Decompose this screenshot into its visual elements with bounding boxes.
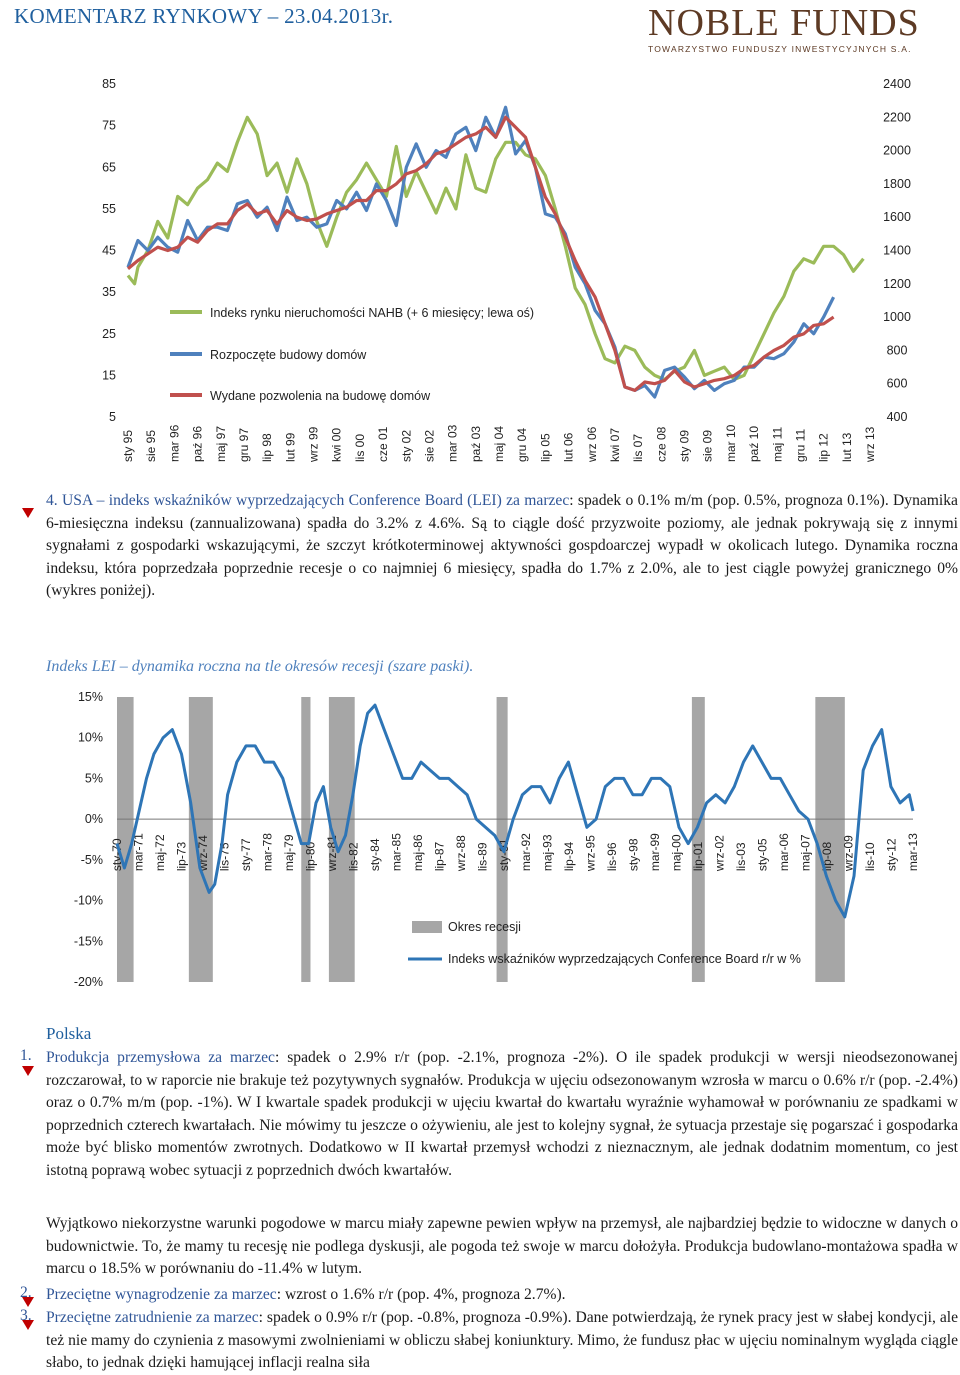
x-tick-label: maj 11 [770,426,785,462]
item-lead: : spadek o 0.9% r/r (pop. -0.8%, prognoza -0.9%). [258,1309,576,1326]
polska-item-1-cont: Wyjątkowo niekorzystne warunki pogodowe w marcu miały zapewne pewien wpływ na przemysł, ale najbardziej będzie to widoczne w danych o budownictwie. To, że mamy tu recesję nie podlega dyskusji, ale pogoda też swoje w marcu dołożyła. Produkcja budowlano-montażowa spadła w marcu o 18.5% w porównaniu do -11.4% w lutym. [46,1215,958,1278]
y-tick-label: -5% [80,852,103,867]
logo-tagline: TOWARZYSTWO FUNDUSZY INWESTYCYJNYCH S.A. [648,44,912,54]
lei-heading: USA – indeks wskaźników wyprzedzających Conference Board (LEI) za marzec [62,492,570,509]
x-tick-label: paź 10 [747,425,762,462]
lei-number: 4. [46,492,58,509]
x-tick-label: gru 11 [793,428,808,462]
x-tick-label: mar-99 [647,833,662,872]
y-tick-label: -20% [73,975,103,989]
y-right-tick-label: 2200 [883,110,911,125]
item-lead: : wzrost o 1.6% r/r (pop. 4%, prognoza 2.7%). [276,1286,566,1303]
item-number: 2. [20,1284,32,1301]
y-left-tick-label: 65 [102,160,116,175]
x-tick-label: mar-85 [389,833,404,872]
document-title: KOMENTARZ RYNKOWY – 23.04.2013r. [14,4,394,28]
x-tick-label: mar-92 [518,833,533,872]
x-tick-label: cze 01 [376,426,391,462]
y-right-tick-label: 400 [886,410,908,424]
x-tick-label: maj-00 [669,834,684,872]
x-tick-label: mar-71 [131,833,146,872]
y-left-tick-label: 45 [102,243,116,258]
x-tick-label: lip-01 [690,841,705,872]
y-left-tick-label: 5 [109,410,116,424]
x-tick-label: lis-10 [862,842,877,872]
x-tick-label: lip-87 [432,841,447,872]
y-left-tick-label: 85 [102,77,116,91]
lei-series-line [117,705,913,917]
x-tick-label: lip 98 [260,433,275,462]
x-tick-label: maj-07 [798,834,813,872]
x-tick-label: maj-72 [153,834,168,872]
legend-label-permits: Wydane pozwolenia na budowę domów [210,389,431,403]
x-tick-label: maj 04 [492,425,506,462]
x-tick-label: wrz-81 [325,835,340,872]
x-tick-label: mar 10 [723,424,738,462]
x-tick-label: mar 03 [445,424,460,462]
down-arrow-icon [22,1066,34,1076]
y-left-tick-label: 35 [102,285,116,300]
y-left-tick-label: 15 [102,368,116,383]
y-left-tick-label: 75 [102,118,116,133]
legend-swatch-recession [412,921,442,933]
x-tick-label: wrz-95 [583,835,598,872]
x-tick-label: wrz-88 [454,835,469,872]
x-tick-label: wrz 13 [863,426,877,462]
x-tick-label: sty 02 [399,429,414,462]
x-tick-label: wrz-02 [712,835,727,872]
lei-chart [0,685,960,1015]
x-tick-label: cze 08 [654,426,669,462]
series-line-0 [128,117,863,379]
y-tick-label: -10% [73,893,103,908]
y-left-tick-label: 55 [102,201,116,216]
x-tick-label: mar-78 [260,833,275,872]
x-tick-label: sty 95 [121,429,135,462]
x-tick-label: paź 96 [190,425,205,462]
x-tick-label: lip 12 [816,433,831,462]
x-tick-label: maj-93 [540,834,555,872]
x-tick-label: sie 09 [700,429,715,462]
x-tick-label: lis-89 [475,842,490,872]
x-tick-label: mar 96 [167,424,182,462]
y-right-tick-label: 1000 [883,310,911,325]
x-tick-label: paź 03 [468,425,483,462]
x-tick-label: lis 00 [352,433,367,462]
x-tick-label: gru 97 [236,427,251,462]
x-tick-label: wrz-74 [196,835,211,872]
x-tick-label: kwi 07 [607,427,622,462]
down-arrow-icon [22,508,34,518]
x-tick-label: lip 05 [538,433,553,462]
y-right-tick-label: 800 [886,343,908,358]
x-tick-label: mar-13 [906,833,920,872]
item-text: O ile spadek produkcji w wersji nieodsezonowanej rozczarował, to w raporcie nie brakuje też pozytywnych sygnałów. Produkcja w ujęciu odsezonowanym wzrosła w marcu o 0.6% r/r (pop. -2.4%) oraz o 0.7% m/m (pop. -1%). W I kwartale spadek produkcji w ujęciu kwartał do kwartału wyraźnie wyhamował w porównaniu ze spadkami w poprzednich czterech kwartałach. Nie mówimy tu jeszcze o ożywieniu, ale jest to kolejny sygnał, że sytuacja przestaje się pogarszać i gospodarka może być blisko momentów zwrotnych. Dodatkowo w II kwartał przemysł wchodzi z nieznacznym, ale jednak dodatnim momentum, co jest istotną poprawą wobec sytuacji z poprzednich dwóch kwartałów. [46,1049,958,1179]
x-tick-label: maj-86 [411,834,426,872]
legend-label-nahb: Indeks rynku nieruchomości NAHB (+ 6 miesięcy; lewa oś) [210,306,535,320]
legend-label-recession: Okres recesji [448,920,521,934]
x-tick-label: lip-80 [303,841,318,872]
x-tick-label: sie 95 [144,429,159,462]
item-text: Dane potwierdzają, że rynek pracy jest w słabej kondycji, ale też nie mamy do czynienia z masowymi zwolnieniami w obliczu słabej koniunktury. Mimo, że fundusz płac w ujęciu nominalnym wygląda ciągle słabo, to jednak dzięki hamującej inflacji realna siła [46,1309,958,1372]
item-number: 3. [20,1307,32,1324]
y-right-tick-label: 1600 [883,210,911,225]
x-tick-label: sty-98 [626,838,641,872]
lei-chart-title: Indeks LEI – dynamika roczna na tle okresów recesji (szare paski). [46,658,474,675]
legend-label-starts: Rozpoczęte budowy domów [210,348,367,362]
x-tick-label: wrz-09 [841,835,856,872]
x-tick-label: lut 13 [839,432,854,462]
y-left-tick-label: 25 [102,326,116,341]
item-lead: : spadek o 2.9% r/r (pop. -2.1%, prognoza -2%). [274,1049,617,1066]
x-tick-label: lis-03 [733,842,748,872]
recession-band [815,697,844,982]
item-heading: Przeciętne wynagrodzenie za marzec [46,1286,277,1303]
x-tick-label: sty 09 [677,429,692,462]
y-tick-label: 10% [77,730,103,745]
x-tick-label: kwi 00 [329,427,344,462]
x-tick-label: sie 02 [422,429,437,462]
x-tick-label: lis 07 [631,433,646,462]
x-tick-label: lut 99 [283,432,298,462]
polska-item-2 [46,1284,958,1307]
y-tick-label: 5% [84,771,103,786]
x-tick-label: sty-84 [368,838,383,872]
housing-chart [0,62,960,540]
logo-wordmark: NOBLE FUNDS [648,2,920,44]
x-tick-label: lis-96 [604,842,619,872]
x-tick-label: maj-79 [282,834,297,872]
recession-band [692,697,705,982]
x-tick-label: gru 04 [515,427,530,462]
x-tick-label: lip-94 [561,841,576,872]
y-right-tick-label: 1800 [883,176,911,191]
section-title-polska: Polska [46,1024,92,1043]
x-tick-label: sty-70 [110,838,124,872]
legend-label-lei: Indeks wskaźników wyprzedzających Conference Board r/r w % [448,952,801,966]
polska-item-1 [46,1047,958,1183]
lei-paragraph [46,490,958,603]
x-tick-label: sty-12 [884,838,899,872]
y-right-tick-label: 1400 [883,243,911,258]
item-number: 1. [20,1047,32,1064]
item-heading: Przeciętne zatrudnienie za marzec [46,1309,259,1326]
lei-text: : spadek o 0.1% m/m (pop. 0.5%, prognoza 0.1%). Dynamika 6-miesięczna indeksu (zannualizowana) spadła do 3.2% z 4.6%. Są to ciągle dość przyzwoite poziomy, ale jednak pokrywają się z innymi sygnałami z gospodarki wskazującymi, że szczyt krótkoterminowej aktywności gospdoarczej wypadł w okolicach lutego. Dynamika roczna indeksu, która poprzedzała poprzednie recesje o co najmniej 6 miesięcy, spadła do 1.7% z 2.0%, ale to jest ciągle powyżej granicznego 0% (wykres poniżej). [46,492,958,600]
x-tick-label: lip-08 [819,841,834,872]
polska-item-3 [46,1307,958,1375]
x-tick-label: sty-77 [239,838,254,872]
x-tick-label: lis-75 [217,842,232,872]
y-right-tick-label: 1200 [883,276,911,291]
item-heading: Produkcja przemysłowa za marzec [46,1049,275,1066]
x-tick-label: sty-91 [497,838,512,872]
x-tick-label: lip-73 [174,841,189,872]
y-tick-label: -15% [73,934,103,949]
x-tick-label: lut 06 [561,432,576,462]
x-tick-label: wrz 06 [584,426,599,462]
x-tick-label: mar-06 [776,833,791,872]
x-tick-label: maj 97 [213,425,228,462]
x-tick-label: wrz 99 [306,426,321,462]
noble-funds-logo [648,4,948,54]
y-tick-label: 15% [77,690,103,704]
y-right-tick-label: 2000 [883,143,911,158]
x-tick-label: sty-05 [755,838,770,872]
y-right-tick-label: 2400 [883,77,911,91]
y-tick-label: 0% [84,812,103,827]
y-right-tick-label: 600 [886,376,908,391]
x-tick-label: lis-82 [346,842,361,872]
